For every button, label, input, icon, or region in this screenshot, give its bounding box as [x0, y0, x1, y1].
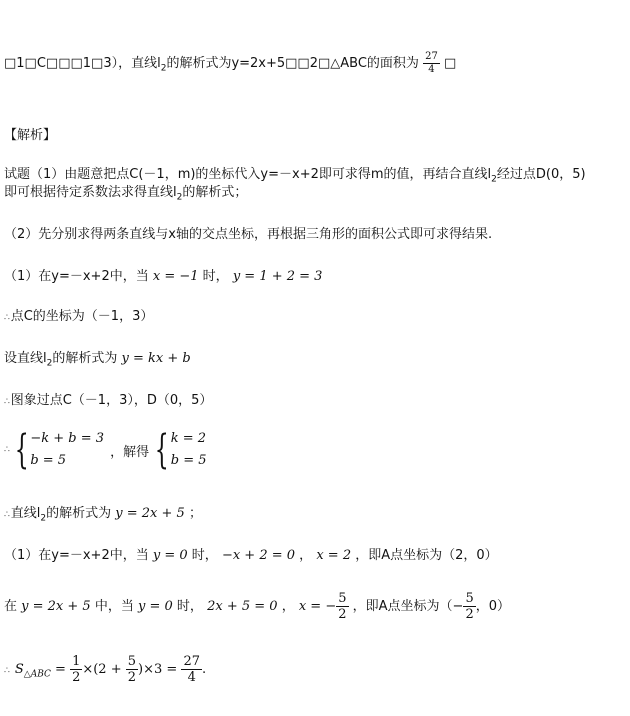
- result-den: 4: [187, 670, 196, 685]
- system-row-3: k = 2: [170, 431, 207, 446]
- p1-sub: 2: [491, 174, 497, 185]
- s7-sep: ，: [299, 548, 313, 563]
- top-prefix: □1□C□□□1□3），直线l: [4, 56, 161, 71]
- s8-frac-den: 2: [338, 607, 347, 622]
- p1-sub2: 2: [176, 192, 183, 203]
- inner-fraction: [126, 655, 138, 684]
- p1-c: 即可根据待定系数法求得直线l: [4, 185, 177, 200]
- paragraph-2: （2）先分别求得两条直线与x轴的交点坐标，再根据三角形的面积公式即可求得结果.: [4, 227, 493, 242]
- top-mid: 的解析式为y=2x+5□□2□△ABC的面积为: [166, 56, 419, 71]
- s6-text2: 的解析式为: [46, 506, 112, 521]
- therefore-symbol: ∴: [4, 313, 10, 323]
- area-symbol: S: [14, 662, 24, 677]
- s6-end: ；: [188, 506, 202, 521]
- s7-eq2: x = 2: [316, 548, 352, 563]
- s3-text2: 的解析式为: [52, 351, 118, 366]
- step-1: [4, 268, 322, 286]
- area-subscript: △ABC: [23, 669, 51, 680]
- system-row-2: b = 5: [30, 453, 67, 468]
- s8-sep: ，: [281, 599, 295, 614]
- p1-d: 的解析式；: [182, 185, 248, 200]
- s1-eq: y = 1 + 2 = 3: [232, 269, 323, 284]
- left-brace: {: [155, 427, 170, 473]
- s7-cond: y = 0: [152, 548, 188, 563]
- step-7: [4, 547, 498, 565]
- system-row-1: −k + b = 3: [30, 431, 105, 446]
- area-frac-num: 27: [425, 51, 438, 62]
- s9-times2: )×3 =: [138, 662, 178, 677]
- therefore-symbol: ∴: [4, 397, 10, 407]
- system-row-4: b = 5: [170, 453, 207, 468]
- inner-num: 5: [127, 654, 137, 669]
- therefore-symbol: ∴: [4, 666, 10, 676]
- s3-text: 设直线l: [4, 351, 47, 366]
- s8-when: 时，: [176, 599, 203, 614]
- s4-text: 图象过点C（－1，3），D（0，5）: [10, 393, 213, 408]
- area-frac-den: 4: [428, 64, 435, 75]
- step-8: [4, 592, 510, 621]
- p1-a: 试题（1）由题意把点C(－1，m)的坐标代入y=－x+2即可求得m的值，再结合直线l: [4, 167, 492, 182]
- top-line: [4, 52, 456, 78]
- s7-end: ，即A点坐标为（2，0）: [355, 548, 498, 563]
- s9-eq: =: [55, 662, 66, 677]
- s8-eq2: x = −: [298, 599, 337, 614]
- top-sub: 2: [160, 63, 167, 74]
- inner-den: 2: [127, 670, 137, 685]
- s8-text: 在: [4, 599, 18, 614]
- s8-fraction: [336, 592, 348, 621]
- step-6: [4, 505, 202, 528]
- s8-cond: y = 0: [138, 599, 173, 614]
- p1-b: 经过点D(0，5): [496, 167, 586, 182]
- analysis-heading: 【解析】: [4, 128, 57, 143]
- s1-cond: x = −1: [152, 269, 199, 284]
- s9-times1: ×(2 +: [82, 662, 122, 677]
- s8-end-fraction: [463, 592, 475, 621]
- s7-when: 时，: [191, 548, 218, 563]
- therefore-symbol: ∴: [4, 445, 10, 455]
- therefore-symbol: ∴: [4, 510, 10, 520]
- s8-end2: ，0）: [475, 599, 511, 614]
- s1-text: （1）在y=－x+2中，当: [4, 269, 149, 284]
- half-den: 2: [72, 670, 81, 685]
- s8-end-frac-num: 5: [465, 591, 474, 606]
- result-fraction: [181, 655, 202, 684]
- s8-end: ，即A点坐标为（−: [352, 599, 464, 614]
- s7-eq1: −x + 2 = 0: [221, 548, 296, 563]
- step-4: [4, 392, 212, 411]
- s5-mid: ，解得: [110, 444, 150, 460]
- s7-text: （1）在y=－x+2中，当: [4, 548, 149, 563]
- equation-system-1: [15, 428, 104, 472]
- s6-eq: y = 2x + 5: [115, 506, 185, 521]
- s3-eq: y = kx + b: [121, 351, 191, 366]
- s8-eq1: 2x + 5 = 0: [207, 599, 278, 614]
- s9-dot: .: [201, 662, 207, 677]
- s1-when: 时，: [202, 269, 229, 284]
- s3-sub: 2: [46, 358, 53, 369]
- equation-system-2: [155, 428, 206, 472]
- top-suffix: □: [443, 56, 457, 71]
- s6-sub: 2: [40, 513, 47, 524]
- s6-text: 直线l: [10, 506, 41, 521]
- s8-mid: 中，当: [94, 599, 134, 614]
- result-num: 27: [183, 654, 200, 669]
- s8-end-frac-den: 2: [465, 607, 474, 622]
- s8-eq: y = 2x + 5: [21, 599, 91, 614]
- paragraph-1-line-2: [4, 184, 247, 207]
- half-num: 1: [72, 654, 81, 669]
- left-brace: {: [14, 427, 29, 473]
- step-3: [4, 350, 191, 373]
- step-9: [4, 655, 206, 684]
- area-fraction: [423, 52, 440, 75]
- step-5-system: [4, 428, 207, 472]
- s2-text: 点C的坐标为（－1，3）: [10, 309, 154, 324]
- step-2: [4, 308, 153, 327]
- half-fraction: [70, 655, 82, 684]
- s8-frac-num: 5: [338, 591, 347, 606]
